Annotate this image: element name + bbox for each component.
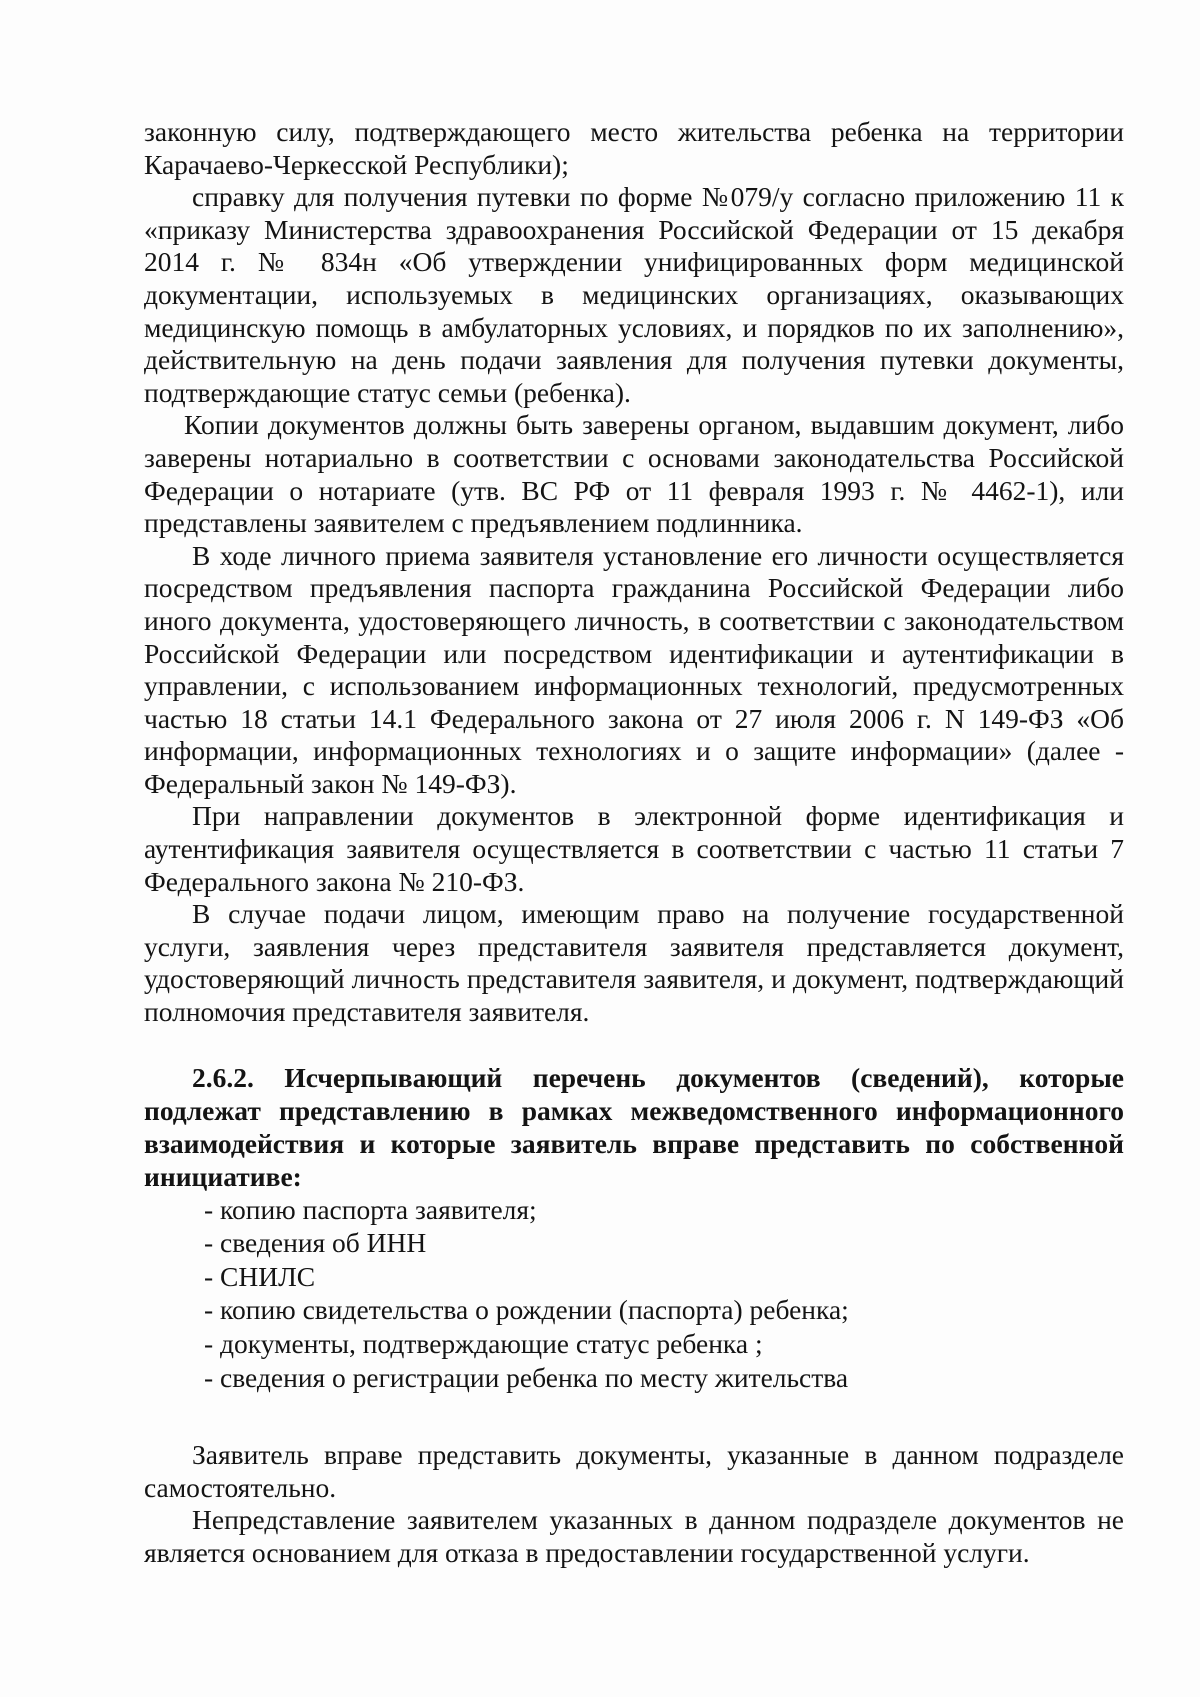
documents-list — [144, 1193, 1124, 1395]
paragraph-personal-reception: В ходе личного приема заявителя установление его личности осуществляется посредством предъявления паспорта гражданина Российской Федерации либо иного документа, удостоверяющего личность, в соответствии с законодательством Российской Федерации или посредством идентификации и аутентификации в управлении, с использованием информационных технологий, предусмотренных частью 18 статьи 14.1 Федерального закона от 27 июля 2006 г. N 149-ФЗ «Об информации, информационных технологиях и о защите информации» (далее - Федеральный закон № 149-ФЗ). — [144, 539, 1124, 799]
list-item: - СНИЛС — [204, 1260, 316, 1292]
spacer — [144, 1029, 1124, 1061]
closing-notes — [144, 1439, 1124, 1569]
list-item: - копию свидетельства о рождении (паспорта) ребенка; — [204, 1294, 849, 1326]
list-item: - документы, подтверждающие статус ребенка ; — [204, 1328, 763, 1359]
paragraph-residence-proof: законную силу, подтверждающего место жительства ребенка на территории Карачаево-Черкесской Республики); — [144, 116, 1124, 180]
paragraph-representative: В случае подачи лицом, имеющим право на получение государственной услуги, заявления через представителя заявителя представляется документ, удостоверяющий личность представителя заявителя, и документ, подтверждающий полномочия представителя заявителя. — [144, 898, 1124, 1028]
section-heading-2-6-2: 2.6.2. Исчерпывающий перечень документов (сведений), которые подлежат представлению в рамках межведомственного информационного взаимодействия и которые заявитель вправе представить по собственной инициативе: — [144, 1061, 1124, 1192]
paragraph-copies-certification: Копии документов должны быть заверены органом, выдавшим документ, либо заверены нотариально в соответствии с основами законодательства Российской Федерации о нотариате (утв. ВС РФ от 11 февраля 1993 г. № 4462-1), или представлены заявителем с предъявлением подлинника. — [144, 409, 1124, 539]
list-item: - сведения о регистрации ребенка по месту жительства — [204, 1361, 849, 1393]
paragraph-electronic-submission: При направлении документов в электронной форме идентификация и аутентификация заявителя осуществляется в соответствии с частью 11 статьи 7 Федерального закона № 210-ФЗ. — [144, 800, 1124, 897]
document-body — [144, 116, 1124, 1570]
paragraph-no-refusal-basis: Непредставление заявителем указанных в данном подразделе документов не является основанием для отказа в предоставлении государственной услуги. — [144, 1504, 1124, 1568]
spacer — [144, 1394, 1124, 1439]
list-item: - сведения об ИНН — [204, 1227, 427, 1259]
list-item: - копию паспорта заявителя; — [204, 1193, 537, 1225]
paragraph-right-to-submit: Заявитель вправе представить документы, указанные в данном подразделе самостоятельно. — [144, 1439, 1124, 1503]
paragraph-medical-certificate: справку для получения путевки по форме №079/у согласно приложению 11 к «приказу Министерства здравоохранения Российской Федерации от 15 декабря 2014 г. № 834н «Об утверждении унифицированных форм медицинской документации, используемых в медицинских организациях, оказывающих медицинскую помощь в амбулаторных условиях, и порядков по их заполнению», действительную на день подачи заявления для получения путевки документы, подтверждающие статус семьи (ребенка). — [144, 181, 1124, 408]
